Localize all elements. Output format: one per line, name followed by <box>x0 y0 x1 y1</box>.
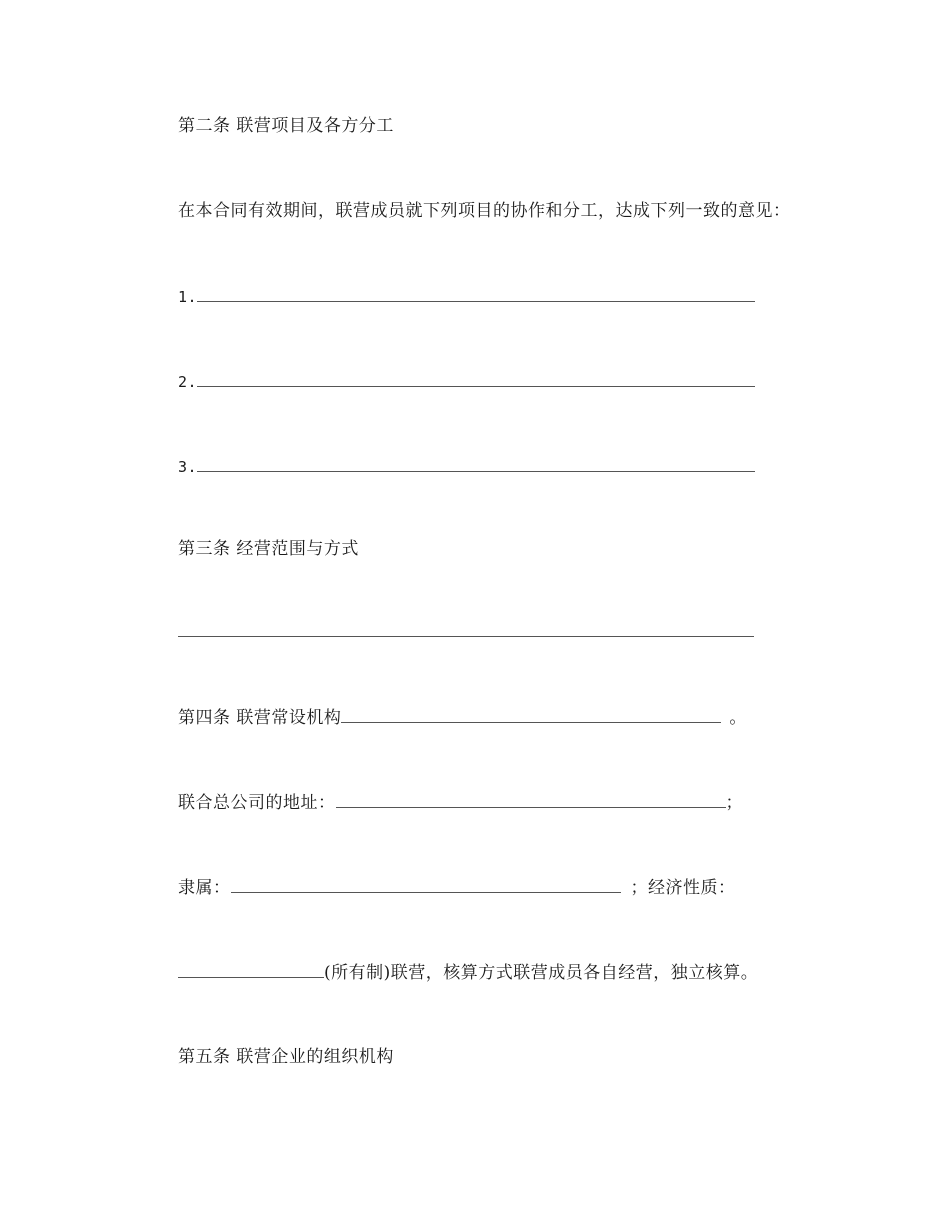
affiliation-line <box>178 876 736 899</box>
address-blank[interactable] <box>336 791 726 808</box>
item-1-number: 1. <box>178 288 198 306</box>
item-2-blank[interactable] <box>197 370 755 387</box>
article4-heading-end: 。 <box>729 708 747 728</box>
ownership-text: (所有制)联营，核算方式联营成员各自经营，独立核算。 <box>324 963 759 983</box>
item-1 <box>178 285 755 308</box>
article5-heading-text: 第五条 联营企业的组织机构 <box>178 1047 394 1067</box>
article3-scope-line <box>178 620 754 643</box>
address-line <box>178 791 743 814</box>
ownership-blank[interactable] <box>178 961 324 978</box>
item-3-number: 3. <box>178 458 198 476</box>
item-3-blank[interactable] <box>197 455 755 472</box>
article3-heading-text: 第三条 经营范围与方式 <box>178 539 359 559</box>
item-2-number: 2. <box>178 373 198 391</box>
scope-blank[interactable] <box>178 620 754 637</box>
article4-heading-text: 第四条 联营常设机构 <box>178 708 342 728</box>
address-end: ； <box>725 793 743 813</box>
article2-heading-text: 第二条 联营项目及各方分工 <box>178 116 394 136</box>
affiliation-blank[interactable] <box>231 876 621 893</box>
institution-blank[interactable] <box>341 706 721 723</box>
article3-heading <box>178 538 359 560</box>
item-1-blank[interactable] <box>197 285 755 302</box>
item-3 <box>178 455 755 478</box>
affiliation-label: 隶属： <box>178 878 231 898</box>
ownership-line <box>178 961 758 984</box>
article2-intro <box>178 200 791 222</box>
article2-intro-text: 在本合同有效期间，联营成员就下列项目的协作和分工，达成下列一致的意见： <box>178 201 791 221</box>
nature-label: ；经济性质： <box>630 878 736 898</box>
article4-heading <box>178 706 747 729</box>
item-2 <box>178 370 755 393</box>
article5-heading <box>178 1046 394 1068</box>
address-label: 联合总公司的地址： <box>178 793 336 813</box>
article2-heading <box>178 115 394 137</box>
